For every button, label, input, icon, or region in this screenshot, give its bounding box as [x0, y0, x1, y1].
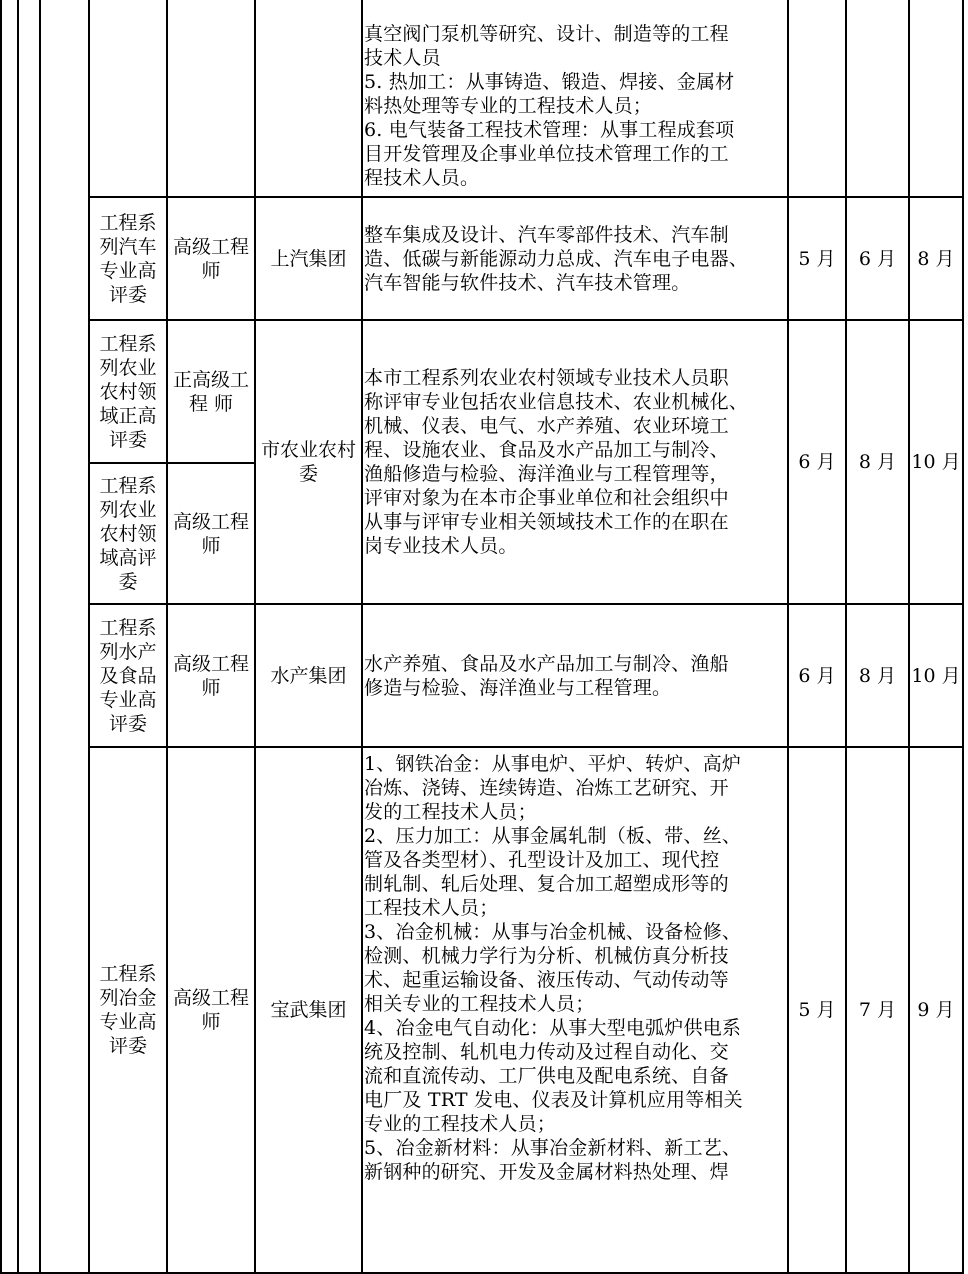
description-line: 工程技术人员； — [364, 897, 499, 919]
month-cell: 8 月 — [909, 197, 963, 320]
description-line: 冶炼、浇铸、连续铸造、冶炼工艺研究、开 — [364, 777, 729, 799]
committee-line: 农村领 — [99, 380, 157, 403]
description-line: 造、低碳与新能源动力总成、汽车电子电器、 — [364, 247, 749, 270]
committee-line: 委 — [118, 570, 138, 593]
committee-line: 评委 — [108, 428, 147, 451]
level-line: 高级工程 — [172, 510, 249, 533]
month-cell: 7 月 — [846, 747, 909, 1273]
organizer-cell: 上汽集团 — [255, 197, 362, 320]
level-line: 师 — [201, 676, 221, 699]
committee-cell — [89, 747, 167, 1273]
level-cell — [167, 320, 255, 463]
description-line: 发的工程技术人员； — [364, 801, 537, 823]
description-line: 2、压力加工：从事金属轧制（板、带、丝、 — [364, 825, 742, 847]
organizer-line: 市农业农村 — [260, 439, 356, 461]
committee-line: 工程系 — [99, 963, 157, 985]
table-row — [1, 747, 963, 1273]
description-line: 本市工程系列农业农村领域专业技术人员职 — [364, 367, 729, 389]
committee-line: 工程系 — [99, 616, 157, 639]
description-line: 程技术人员。 — [364, 167, 480, 189]
level-line: 正高级工 — [172, 368, 249, 391]
committee-line: 列水产 — [99, 640, 157, 663]
level-line: 程 师 — [188, 392, 234, 415]
table-row — [1, 320, 963, 463]
description-line: 技术人员 — [364, 47, 441, 69]
month-cell: 6 月 — [788, 604, 846, 747]
description-line: 6. 电气装备工程技术管理：从事工程成套项 — [364, 119, 735, 141]
committee-cell — [89, 197, 167, 320]
committee-line: 农村领 — [99, 522, 157, 545]
description-line: 5. 热加工：从事铸造、锻造、焊接、金属材 — [364, 71, 735, 93]
description-line: 整车集成及设计、汽车零部件技术、汽车制 — [364, 223, 729, 246]
committee-line: 域正高 — [99, 404, 157, 427]
outer-column-1 — [1, 0, 18, 1273]
description-line: 机械、仪表、电气、水产养殖、农业环境工 — [364, 415, 729, 437]
committee-line: 域高评 — [99, 546, 157, 569]
committee-cell — [89, 604, 167, 747]
committee-line: 列冶金 — [99, 987, 157, 1009]
month-cell: 10 月 — [909, 320, 963, 604]
committee-line: 工程系 — [99, 332, 157, 355]
organizer-cell — [255, 0, 362, 197]
description-line: 电厂及 TRT 发电、仪表及计算机应用等相关 — [364, 1089, 743, 1111]
level-line: 高级工程 — [172, 652, 249, 675]
month-cell: 8 月 — [846, 604, 909, 747]
description-line: 岗专业技术人员。 — [364, 535, 518, 557]
level-line: 师 — [201, 534, 221, 557]
committee-line: 专业高 — [99, 688, 157, 711]
level-line: 师 — [201, 1011, 221, 1033]
description-line: 新钢种的研究、开发及金属材料热处理、焊 — [364, 1161, 729, 1183]
level-cell — [167, 463, 255, 604]
description-line: 5、冶金新材料：从事冶金新材料、新工艺、 — [364, 1137, 742, 1159]
committee-line: 专业高 — [99, 259, 157, 282]
committee-line: 工程系 — [99, 211, 157, 234]
committee-line: 列农业 — [99, 356, 157, 379]
month-cell: 8 月 — [846, 320, 909, 604]
description-line: 料热处理等专业的工程技术人员； — [364, 95, 653, 117]
table-row — [1, 604, 963, 747]
level-line: 高级工程 — [172, 235, 249, 258]
description-line: 从事与评审专业相关领域技术工作的在职在 — [364, 511, 729, 533]
committee-cell — [89, 463, 167, 604]
month-cell: 5 月 — [788, 197, 846, 320]
description-cell — [362, 0, 788, 197]
committee-line: 评委 — [108, 712, 147, 735]
description-line: 1、钢铁冶金：从事电炉、平炉、转炉、高炉 — [364, 753, 742, 775]
month-cell: 6 月 — [788, 320, 846, 604]
description-line: 程、设施农业、食品及水产品加工与制冷、 — [364, 439, 729, 461]
description-line: 术、起重运输设备、液压传动、气动传动等 — [364, 969, 729, 991]
month-cell: 5 月 — [788, 747, 846, 1273]
description-line: 流和直流传动、工厂供电及配电系统、自备 — [364, 1065, 729, 1087]
description-cell — [362, 197, 788, 320]
description-line: 3、冶金机械：从事与冶金机械、设备检修、 — [364, 921, 742, 943]
level-cell — [167, 604, 255, 747]
month-cell — [909, 0, 963, 197]
description-line: 制轧制、轧后处理、复合加工超塑成形等的 — [364, 873, 729, 895]
organizer-cell: 水产集团 — [255, 604, 362, 747]
level-line: 高级工程 — [172, 987, 249, 1009]
month-cell: 9 月 — [909, 747, 963, 1273]
organizer-cell: 宝武集团 — [255, 747, 362, 1273]
outer-column-2 — [18, 0, 40, 1273]
committee-cell — [89, 320, 167, 463]
sequence-cell — [40, 0, 89, 1273]
table-row — [1, 197, 963, 320]
organizer-line: 委 — [298, 463, 318, 485]
committee-cell — [89, 0, 167, 197]
committee-line: 评委 — [108, 283, 147, 306]
committee-line: 评委 — [108, 1035, 147, 1057]
description-line: 水产养殖、食品及水产品加工与制冷、渔船 — [364, 652, 729, 675]
description-line: 真空阀门泵机等研究、设计、制造等的工程 — [364, 23, 729, 45]
description-cell — [362, 320, 788, 604]
description-cell — [362, 604, 788, 747]
committee-line: 工程系 — [99, 474, 157, 497]
description-line: 目开发管理及企事业单位技术管理工作的工 — [364, 143, 729, 165]
description-line: 相关专业的工程技术人员； — [364, 993, 595, 1015]
month-cell — [788, 0, 846, 197]
committee-line: 专业高 — [99, 1011, 157, 1033]
description-line: 汽车智能与软件技术、汽车技术管理。 — [364, 271, 691, 294]
description-line: 管及各类型材）、孔型设计及加工、现代控 — [364, 849, 720, 871]
month-cell — [846, 0, 909, 197]
description-line: 称评审专业包括农业信息技术、农业机械化、 — [364, 391, 749, 413]
description-line: 专业的工程技术人员； — [364, 1113, 557, 1135]
committee-line: 列农业 — [99, 498, 157, 521]
description-line: 修造与检验、海洋渔业与工程管理。 — [364, 676, 672, 699]
description-cell — [362, 747, 788, 1273]
level-cell — [167, 197, 255, 320]
level-cell — [167, 747, 255, 1273]
level-cell — [167, 0, 255, 197]
organizer-cell — [255, 320, 362, 604]
committee-line: 及食品 — [99, 664, 157, 687]
description-line: 渔船修造与检验、海洋渔业与工程管理等， — [364, 463, 729, 485]
table-row — [1, 0, 963, 197]
month-cell: 6 月 — [846, 197, 909, 320]
month-cell: 10 月 — [909, 604, 963, 747]
description-line: 检测、机械力学行为分析、机械仿真分析技 — [364, 945, 729, 967]
level-line: 师 — [201, 259, 221, 282]
description-line: 评审对象为在本市企事业单位和社会组织中 — [364, 487, 729, 509]
description-line: 4、冶金电气自动化：从事大型电弧炉供电系 — [364, 1017, 742, 1039]
description-line: 统及控制、轧机电力传动及过程自动化、交 — [364, 1041, 729, 1063]
committee-line: 列汽车 — [99, 235, 157, 258]
